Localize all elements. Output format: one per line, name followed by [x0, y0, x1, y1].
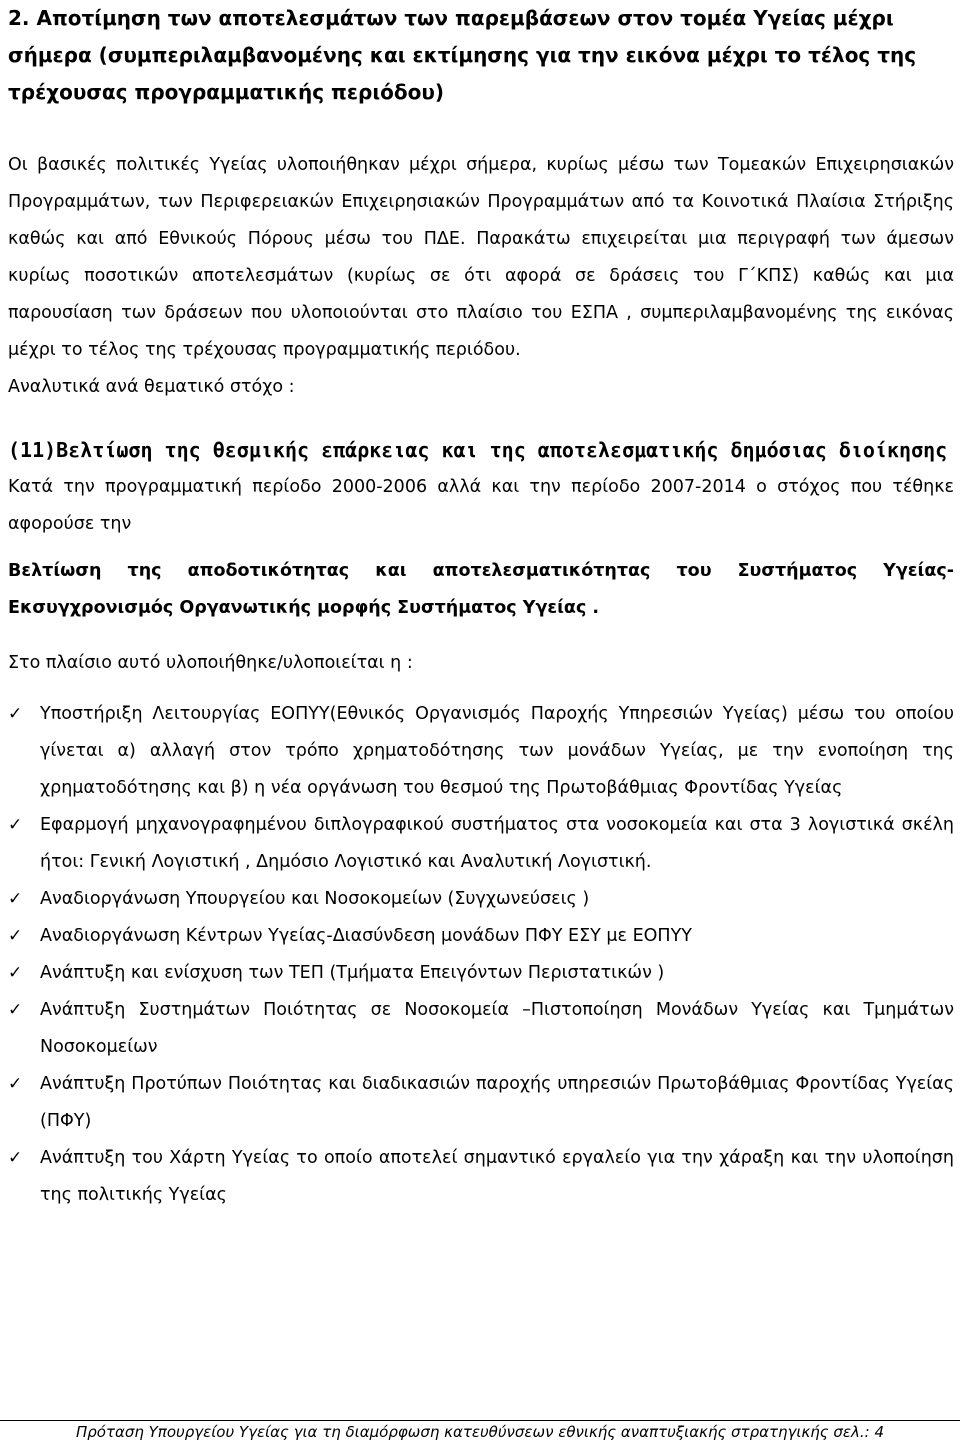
- checkmark-icon: ✓: [8, 999, 23, 1020]
- section-heading: 2. Αποτίμηση των αποτελεσμάτων των παρεμβάσεων στον τομέα Υγείας μέχρι σήμερα (συμπεριλαμβανομένης και εκτίμησης για την εικόνα μέχρι το τέλος της τρέχουσας προγραμματικής περιόδου): [8, 6, 917, 104]
- analysis-line: Αναλυτικά ανά θεματικό στόχο :: [8, 377, 295, 397]
- list-item: ✓ Αναδιοργάνωση Υπουργείου και Νοσοκομείων (Συγχωνεύσεις ): [8, 881, 954, 918]
- checkmark-icon: ✓: [8, 1147, 23, 1168]
- document-page: [8, 0, 954, 1214]
- period-paragraph: Κατά την προγραμματική περίοδο 2000-2006 αλλά και την περίοδο 2007-2014 ο στόχος που τέθηκε αφορούσε την: [8, 477, 954, 534]
- list-item: ✓ Ανάπτυξη και ενίσχυση των ΤΕΠ (Τμήματα Επειγόντων Περιστατικών ): [8, 955, 954, 992]
- checkmark-icon: ✓: [8, 925, 23, 946]
- list-item: ✓ Υποστήριξη Λειτουργίας ΕΟΠΥΥ(Εθνικός Οργανισμός Παροχής Υπηρεσιών Υγείας) μέσω του οποίου γίνεται α) αλλαγή στον τρόπο χρηματοδότησης των μονάδων Υγείας, με την ενοποίηση της χρηματοδότησης και β) η νέα οργάνωση του θεσμού της Πρωτοβάθμιας Φροντίδας Υγείας: [8, 696, 954, 807]
- list-item: ✓ Αναδιοργάνωση Κέντρων Υγείας-Διασύνδεση μονάδων ΠΦΥ ΕΣΥ με ΕΟΠΥΥ: [8, 918, 954, 955]
- list-item: ✓ Ανάπτυξη Προτύπων Ποιότητας και διαδικασιών παροχής υπηρεσιών Πρωτοβάθμιας Φροντίδας Υγείας (ΠΦΥ): [8, 1066, 954, 1140]
- list-item: ✓ Ανάπτυξη του Χάρτη Υγείας το οποίο αποτελεί σημαντικό εργαλείο για την χάραξη και την υλοποίηση της πολιτικής Υγείας: [8, 1140, 954, 1214]
- checkmark-icon: ✓: [8, 814, 23, 835]
- list-item: ✓ Εφαρμογή μηχανογραφημένου διπλογραφικού συστήματος στα νοσοκομεία και στα 3 λογιστικά σκέλη ήτοι: Γενική Λογιστική , Δημόσιο Λογιστικό και Αναλυτική Λογιστική.: [8, 807, 954, 881]
- checkmark-icon: ✓: [8, 703, 23, 724]
- checkmark-icon: ✓: [8, 888, 23, 909]
- goal-statement: Βελτίωση της αποδοτικότητας και αποτελεσματικότητας του Συστήματος Υγείας-Εκσυγχρονισμός Οργανωτικής μορφής Συστήματος Υγείας .: [8, 561, 954, 618]
- page-footer: Πρόταση Υπουργείου Υγείας για τη διαμόρφωση κατευθύνσεων εθνικής αναπτυξιακής στρατηγικής σελ.: 4: [0, 1420, 960, 1441]
- objective-title: (11)Βελτίωση της θεσμικής επάρκειας και της αποτελεσματικής δημόσιας διοίκησης: [8, 438, 948, 462]
- checkmark-icon: ✓: [8, 1073, 23, 1094]
- list-item: ✓ Ανάπτυξη Συστημάτων Ποιότητας σε Νοσοκομεία –Πιστοποίηση Μονάδων Υγείας και Τμημάτων Νοσοκομείων: [8, 992, 954, 1066]
- checkmark-icon: ✓: [8, 962, 23, 983]
- action-checklist: [8, 696, 954, 1214]
- context-line: Στο πλαίσιο αυτό υλοποιήθηκε/υλοποιείται η :: [8, 652, 413, 673]
- intro-paragraph: Οι βασικές πολιτικές Υγείας υλοποιήθηκαν μέχρι σήμερα, κυρίως μέσω των Τομεακών Επιχειρησιακών Προγραμμάτων, των Περιφερειακών Επιχειρησιακών Προγραμμάτων από τα Κοινοτικά Πλαίσια Στήριξης καθώς και από Εθνικούς Πόρους μέσω του ΠΔΕ. Παρακάτω επιχειρείται μια περιγραφή των άμεσων κυρίως ποσοτικών αποτελεσμάτων (κυρίως σε ότι αφορά σε δράσεις του Γ΄ΚΠΣ) καθώς και μια παρουσίαση των δράσεων που υλοποιούνται στο πλαίσιο του ΕΣΠΑ , συμπεριλαμβανομένης της εικόνας μέχρι το τέλος της τρέχουσας προγραμματικής περιόδου.: [8, 155, 954, 360]
